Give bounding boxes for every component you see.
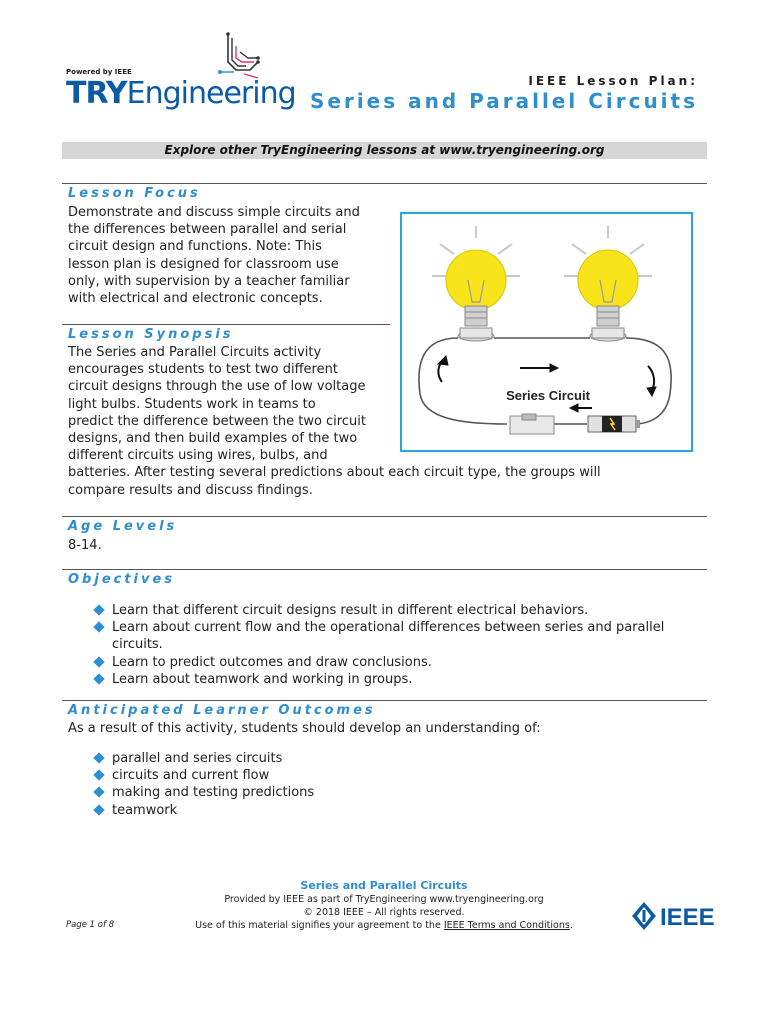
- list-item: [90, 767, 590, 784]
- outcome-text: parallel and series circuits: [112, 751, 283, 766]
- ieee-logo[interactable]: [630, 900, 730, 932]
- lesson-focus-heading: Lesson Focus: [68, 186, 201, 201]
- outcome-text: circuits and current flow: [112, 768, 270, 784]
- objective-text: Learn to predict outcomes and draw conclusions.: [112, 654, 432, 670]
- bullet-diamond-icon: [93, 787, 104, 798]
- lesson-plan-title: Series and Parallel Circuits: [309, 89, 698, 113]
- list-item: [90, 784, 590, 801]
- objective-text: Learn about current flow and the operational differences between series and parallel circuits.: [112, 620, 665, 653]
- ieee-diamond-icon: [630, 900, 730, 932]
- lesson-focus-text: [68, 204, 398, 307]
- footer-copyright: © 2018 IEEE – All rights reserved.: [303, 907, 465, 918]
- lesson-plan-label: IEEE Lesson Plan:: [528, 74, 698, 88]
- outcome-text: teamwork: [112, 802, 178, 818]
- terms-suffix: .: [569, 920, 573, 931]
- text-line: lesson plan is designed for classroom use: [68, 256, 339, 272]
- objective-text: Learn that different circuit designs result in different electrical behaviors.: [112, 603, 589, 618]
- bullet-diamond-icon: [93, 656, 104, 667]
- text-line: light bulbs. Students work in teams to: [68, 396, 316, 412]
- light-bulb-left-icon: [432, 226, 520, 341]
- text-line: predict the difference between the two circuit: [68, 413, 366, 429]
- text-line: circuit design and functions. Note: This: [68, 239, 322, 255]
- light-bulb-right-icon: [564, 226, 652, 341]
- learner-outcomes-heading: Anticipated Learner Outcomes: [68, 703, 376, 718]
- text-line: encourages students to test two different: [68, 362, 338, 378]
- brand-try: TRY: [66, 76, 127, 111]
- text-line: compare results and discuss findings.: [68, 482, 313, 498]
- text-line: circuit designs through the use of low voltage: [68, 379, 366, 395]
- powered-by-text: Powered by IEEE: [66, 68, 132, 76]
- outcomes-list: [90, 750, 590, 819]
- text-line: designs, and then build examples of the two: [68, 431, 358, 447]
- list-item: [90, 602, 708, 619]
- section-divider: [62, 324, 390, 325]
- age-levels-heading: Age Levels: [68, 519, 178, 534]
- text-line: The Series and Parallel Circuits activity: [68, 345, 322, 360]
- age-levels-text: 8-14.: [68, 538, 102, 553]
- objectives-list: [90, 602, 708, 688]
- brand-wordmark: [66, 76, 296, 111]
- section-divider: [62, 183, 707, 184]
- learner-outcomes-intro: As a result of this activity, students should develop an understanding of:: [68, 721, 541, 736]
- outcome-text: making and testing predictions: [112, 785, 315, 801]
- section-divider: [62, 516, 707, 517]
- terms-link[interactable]: IEEE Terms and Conditions: [443, 920, 570, 931]
- explore-banner[interactable]: Explore other TryEngineering lessons at www.tryengineering.org: [62, 142, 707, 159]
- figure-caption: Series Circuit: [506, 388, 590, 403]
- tryengineering-logo[interactable]: [66, 30, 296, 116]
- footer-provided-by: Provided by IEEE as part of TryEngineering www.tryengineering.org: [224, 894, 544, 905]
- terms-prefix: Use of this material signifies your agreement to the: [195, 920, 444, 931]
- text-line: different circuits using wires, bulbs, and: [68, 448, 328, 464]
- list-item: [90, 671, 708, 688]
- page-number: Page 1 of 8: [66, 920, 115, 930]
- text-line: only, with supervision by a teacher familiar: [68, 273, 350, 289]
- list-item: [90, 750, 590, 767]
- objective-text: Learn about teamwork and working in groups.: [112, 671, 413, 687]
- objectives-heading: Objectives: [68, 572, 176, 587]
- bullet-diamond-icon: [93, 804, 104, 815]
- list-item: [90, 802, 590, 819]
- text-line: with electrical and electronic concepts.: [68, 291, 323, 307]
- brand-engineering: Engineering: [126, 76, 296, 111]
- bullet-diamond-icon: [93, 770, 104, 781]
- section-divider: [62, 700, 707, 701]
- text-line: Demonstrate and discuss simple circuits and: [68, 205, 360, 220]
- bullet-diamond-icon: [93, 622, 104, 633]
- list-item: [90, 619, 708, 653]
- ieee-wordmark: IEEE: [660, 904, 715, 931]
- lesson-synopsis-heading: Lesson Synopsis: [68, 327, 234, 342]
- section-divider: [62, 569, 707, 570]
- footer-title: Series and Parallel Circuits: [300, 879, 468, 892]
- text-line: batteries. After testing several predictions about each circuit type, the groups will: [68, 465, 601, 481]
- text-line: the differences between parallel and serial: [68, 222, 347, 238]
- list-item: [90, 654, 708, 671]
- bullet-diamond-icon: [93, 604, 104, 615]
- bullet-diamond-icon: [93, 673, 104, 684]
- bullet-diamond-icon: [93, 752, 104, 763]
- lesson-synopsis-text: [68, 344, 708, 499]
